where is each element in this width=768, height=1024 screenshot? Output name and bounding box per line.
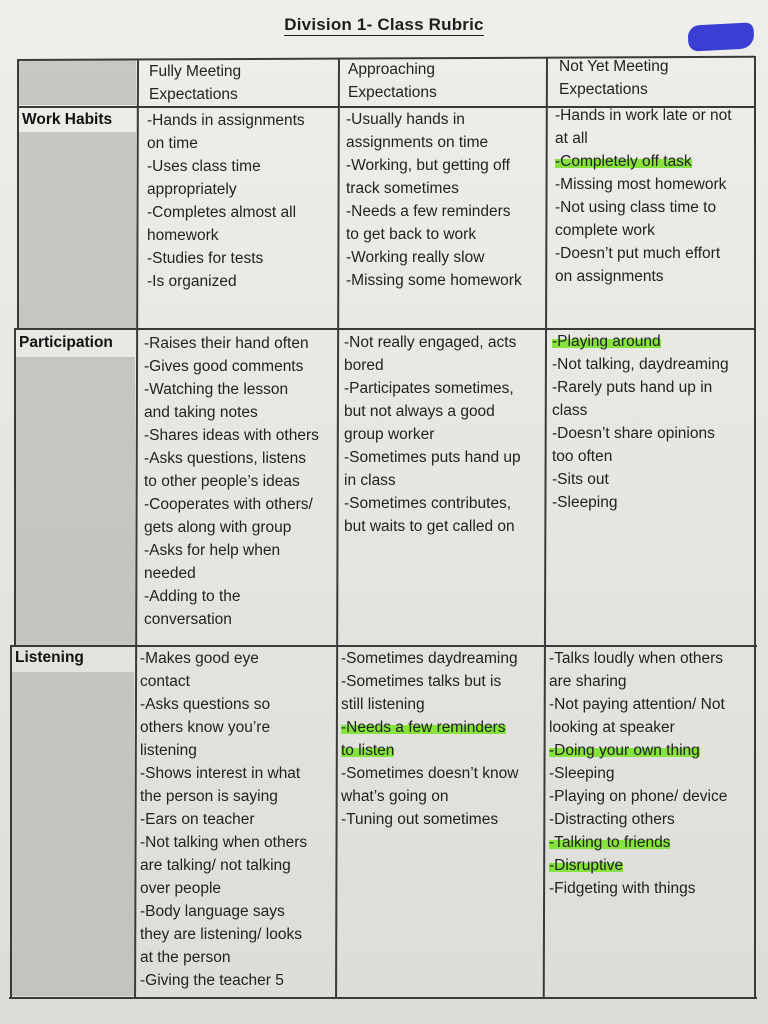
rubric-line: -Shares ideas with others: [144, 427, 319, 444]
rubric-line: to get back to work: [346, 226, 477, 243]
rubric-line: what’s going on: [341, 788, 449, 805]
rubric-line: -Ears on teacher: [140, 811, 255, 828]
rubric-line: -Sometimes daydreaming: [341, 650, 518, 667]
cell-work-habits-fully: [147, 109, 305, 293]
right-border: [754, 56, 756, 998]
rubric-line: and taking notes: [144, 404, 258, 421]
rubric-line: -Raises their hand often: [144, 335, 309, 352]
rubric-line: are sharing: [549, 673, 627, 690]
rubric-line: -Fidgeting with things: [549, 880, 696, 897]
rubric-line: [549, 831, 727, 854]
rubric-line: -Not using class time to: [555, 199, 717, 216]
rubric-line: -Hands in work late or not: [555, 107, 732, 124]
rubric-line: are talking/ not talking: [140, 857, 291, 874]
rubric-line: still listening: [341, 696, 425, 713]
rubric-line: -Not talking when others: [140, 834, 308, 851]
rubric-line: -Not paying attention/ Not: [549, 696, 725, 713]
rubric-line: -Needs a few reminders: [346, 203, 511, 220]
work-habits-shade: [17, 132, 136, 328]
rubric-line: -Tuning out sometimes: [341, 811, 499, 828]
highlighted-text: to listen: [341, 742, 395, 759]
rubric-line: at all: [555, 130, 588, 147]
column-header-fully: Fully Meeting Expectations: [149, 63, 242, 103]
row-header-participation: Participation: [19, 334, 113, 351]
rubric-line: -Distracting others: [549, 811, 675, 828]
rubric-line: -Uses class time: [147, 158, 261, 175]
rubric-line: class: [552, 402, 588, 419]
cell-listening-not-yet: [549, 647, 727, 900]
rubric-line: -Asks questions, listens: [144, 450, 306, 467]
highlighted-text: -Playing around: [552, 333, 661, 350]
rubric-line: on assignments: [555, 268, 664, 285]
rubric-line: -Sleeping: [552, 494, 618, 511]
highlighted-text: -Needs a few reminders: [341, 719, 506, 736]
rubric-line: on time: [147, 135, 198, 152]
participation-shade: [14, 357, 135, 645]
rubric-line: -Not talking, daydreaming: [552, 356, 729, 373]
cell-participation-approaching: [344, 331, 521, 538]
rubric-line: conversation: [144, 611, 232, 628]
rubric-line: -Cooperates with others/: [144, 496, 313, 513]
highlighted-text: -Talking to friends: [549, 834, 671, 851]
col-divider-2: [335, 58, 339, 998]
rubric-line: -Doesn’t share opinions: [552, 425, 715, 442]
rubric-line: [549, 739, 727, 762]
rubric-line: complete work: [555, 222, 655, 239]
rubric-line: assignments on time: [346, 134, 489, 151]
rubric-line: -Sometimes puts hand up: [344, 449, 521, 466]
table-bottom-border: [9, 997, 757, 999]
rubric-line: at the person: [140, 949, 231, 966]
rubric-line: the person is saying: [140, 788, 278, 805]
cell-work-habits-not-yet: [555, 104, 732, 288]
left-border-a: [17, 59, 19, 329]
rubric-line: [555, 150, 732, 173]
rubric-line: [549, 854, 727, 877]
rubric-line: -Rarely puts hand up in: [552, 379, 713, 396]
highlighted-text: -Completely off task: [555, 153, 692, 170]
rubric-line: gets along with group: [144, 519, 292, 536]
rubric-line: -Hands in assignments: [147, 112, 305, 129]
cell-participation-fully: [144, 332, 319, 631]
rubric-line: -Adding to the: [144, 588, 241, 605]
highlighted-text: -Doing your own thing: [549, 742, 700, 759]
rubric-line: needed: [144, 565, 196, 582]
rubric-line: -Working really slow: [346, 249, 485, 266]
highlighted-text: -Disruptive: [549, 857, 624, 874]
rubric-line: -Studies for tests: [147, 250, 264, 267]
rubric-line: listening: [140, 742, 197, 759]
rubric-line: -Not really engaged, acts: [344, 334, 517, 351]
rubric-line: over people: [140, 880, 222, 897]
rubric-line: -Completes almost all: [147, 204, 297, 221]
rubric-line: -Usually hands in: [346, 111, 465, 128]
rubric-line: -Asks questions so: [140, 696, 271, 713]
rubric-line: -Sleeping: [549, 765, 615, 782]
rubric-line: to other people’s ideas: [144, 473, 300, 490]
rubric-line: looking at speaker: [549, 719, 675, 736]
rubric-line: bored: [344, 357, 384, 374]
listening-shade: [11, 672, 134, 996]
rubric-line: they are listening/ looks: [140, 926, 302, 943]
page-title: Division 1- Class Rubric: [284, 15, 484, 34]
rubric-line: -Body language says: [140, 903, 285, 920]
cell-listening-approaching: [341, 647, 518, 831]
rubric-line: others know you’re: [140, 719, 271, 736]
col-divider-3: [543, 57, 548, 998]
rubric-line: -Sometimes talks but is: [341, 673, 502, 690]
rubric-line: -Talks loudly when others: [549, 650, 724, 667]
cell-listening-fully: [140, 647, 307, 992]
rubric-line: -Playing on phone/ device: [549, 788, 728, 805]
rubric-line: but waits to get called on: [344, 518, 515, 535]
left-border-c: [10, 645, 12, 998]
column-header-not-yet: Not Yet Meeting Expectations: [559, 58, 669, 98]
rubric-line: -Sits out: [552, 471, 609, 488]
rubric-line: appropriately: [147, 181, 237, 198]
column-header-approaching: Approaching Expectations: [348, 61, 437, 101]
cell-work-habits-approaching: [346, 108, 522, 292]
rubric-line: -Working, but getting off: [346, 157, 510, 174]
rubric-line: -Missing most homework: [555, 176, 727, 193]
rubric-line: [341, 739, 518, 762]
rubric-line: -Makes good eye: [140, 650, 259, 667]
rubric-line: -Sometimes contributes,: [344, 495, 512, 512]
rubric-line: -Missing some homework: [346, 272, 522, 289]
header-corner-shade: [17, 60, 136, 105]
rubric-line: -Sometimes doesn’t know: [341, 765, 519, 782]
row-header-listening: Listening: [15, 649, 84, 666]
rubric-line: contact: [140, 673, 190, 690]
row-header-work-habits: Work Habits: [22, 111, 113, 128]
rubric-line: -Is organized: [147, 273, 237, 290]
rubric-line: [341, 716, 518, 739]
rubric-line: -Asks for help when: [144, 542, 281, 559]
rubric-line: group worker: [344, 426, 435, 443]
left-border-b: [14, 328, 16, 646]
rubric-line: track sometimes: [346, 180, 459, 197]
rubric-line: -Participates sometimes,: [344, 380, 514, 397]
rubric-line: -Doesn’t put much effort: [555, 245, 721, 262]
rubric-line: -Shows interest in what: [140, 765, 301, 782]
cell-participation-not-yet: [552, 330, 729, 514]
rubric-line: but not always a good: [344, 403, 495, 420]
rubric-line: -Watching the lesson: [144, 381, 289, 398]
rubric-line: -Giving the teacher 5: [140, 972, 284, 989]
rubric-line: -Gives good comments: [144, 358, 304, 375]
rubric-line: [552, 330, 729, 353]
rubric-line: in class: [344, 472, 396, 489]
rubric-line: homework: [147, 227, 219, 244]
rubric-line: too often: [552, 448, 613, 465]
